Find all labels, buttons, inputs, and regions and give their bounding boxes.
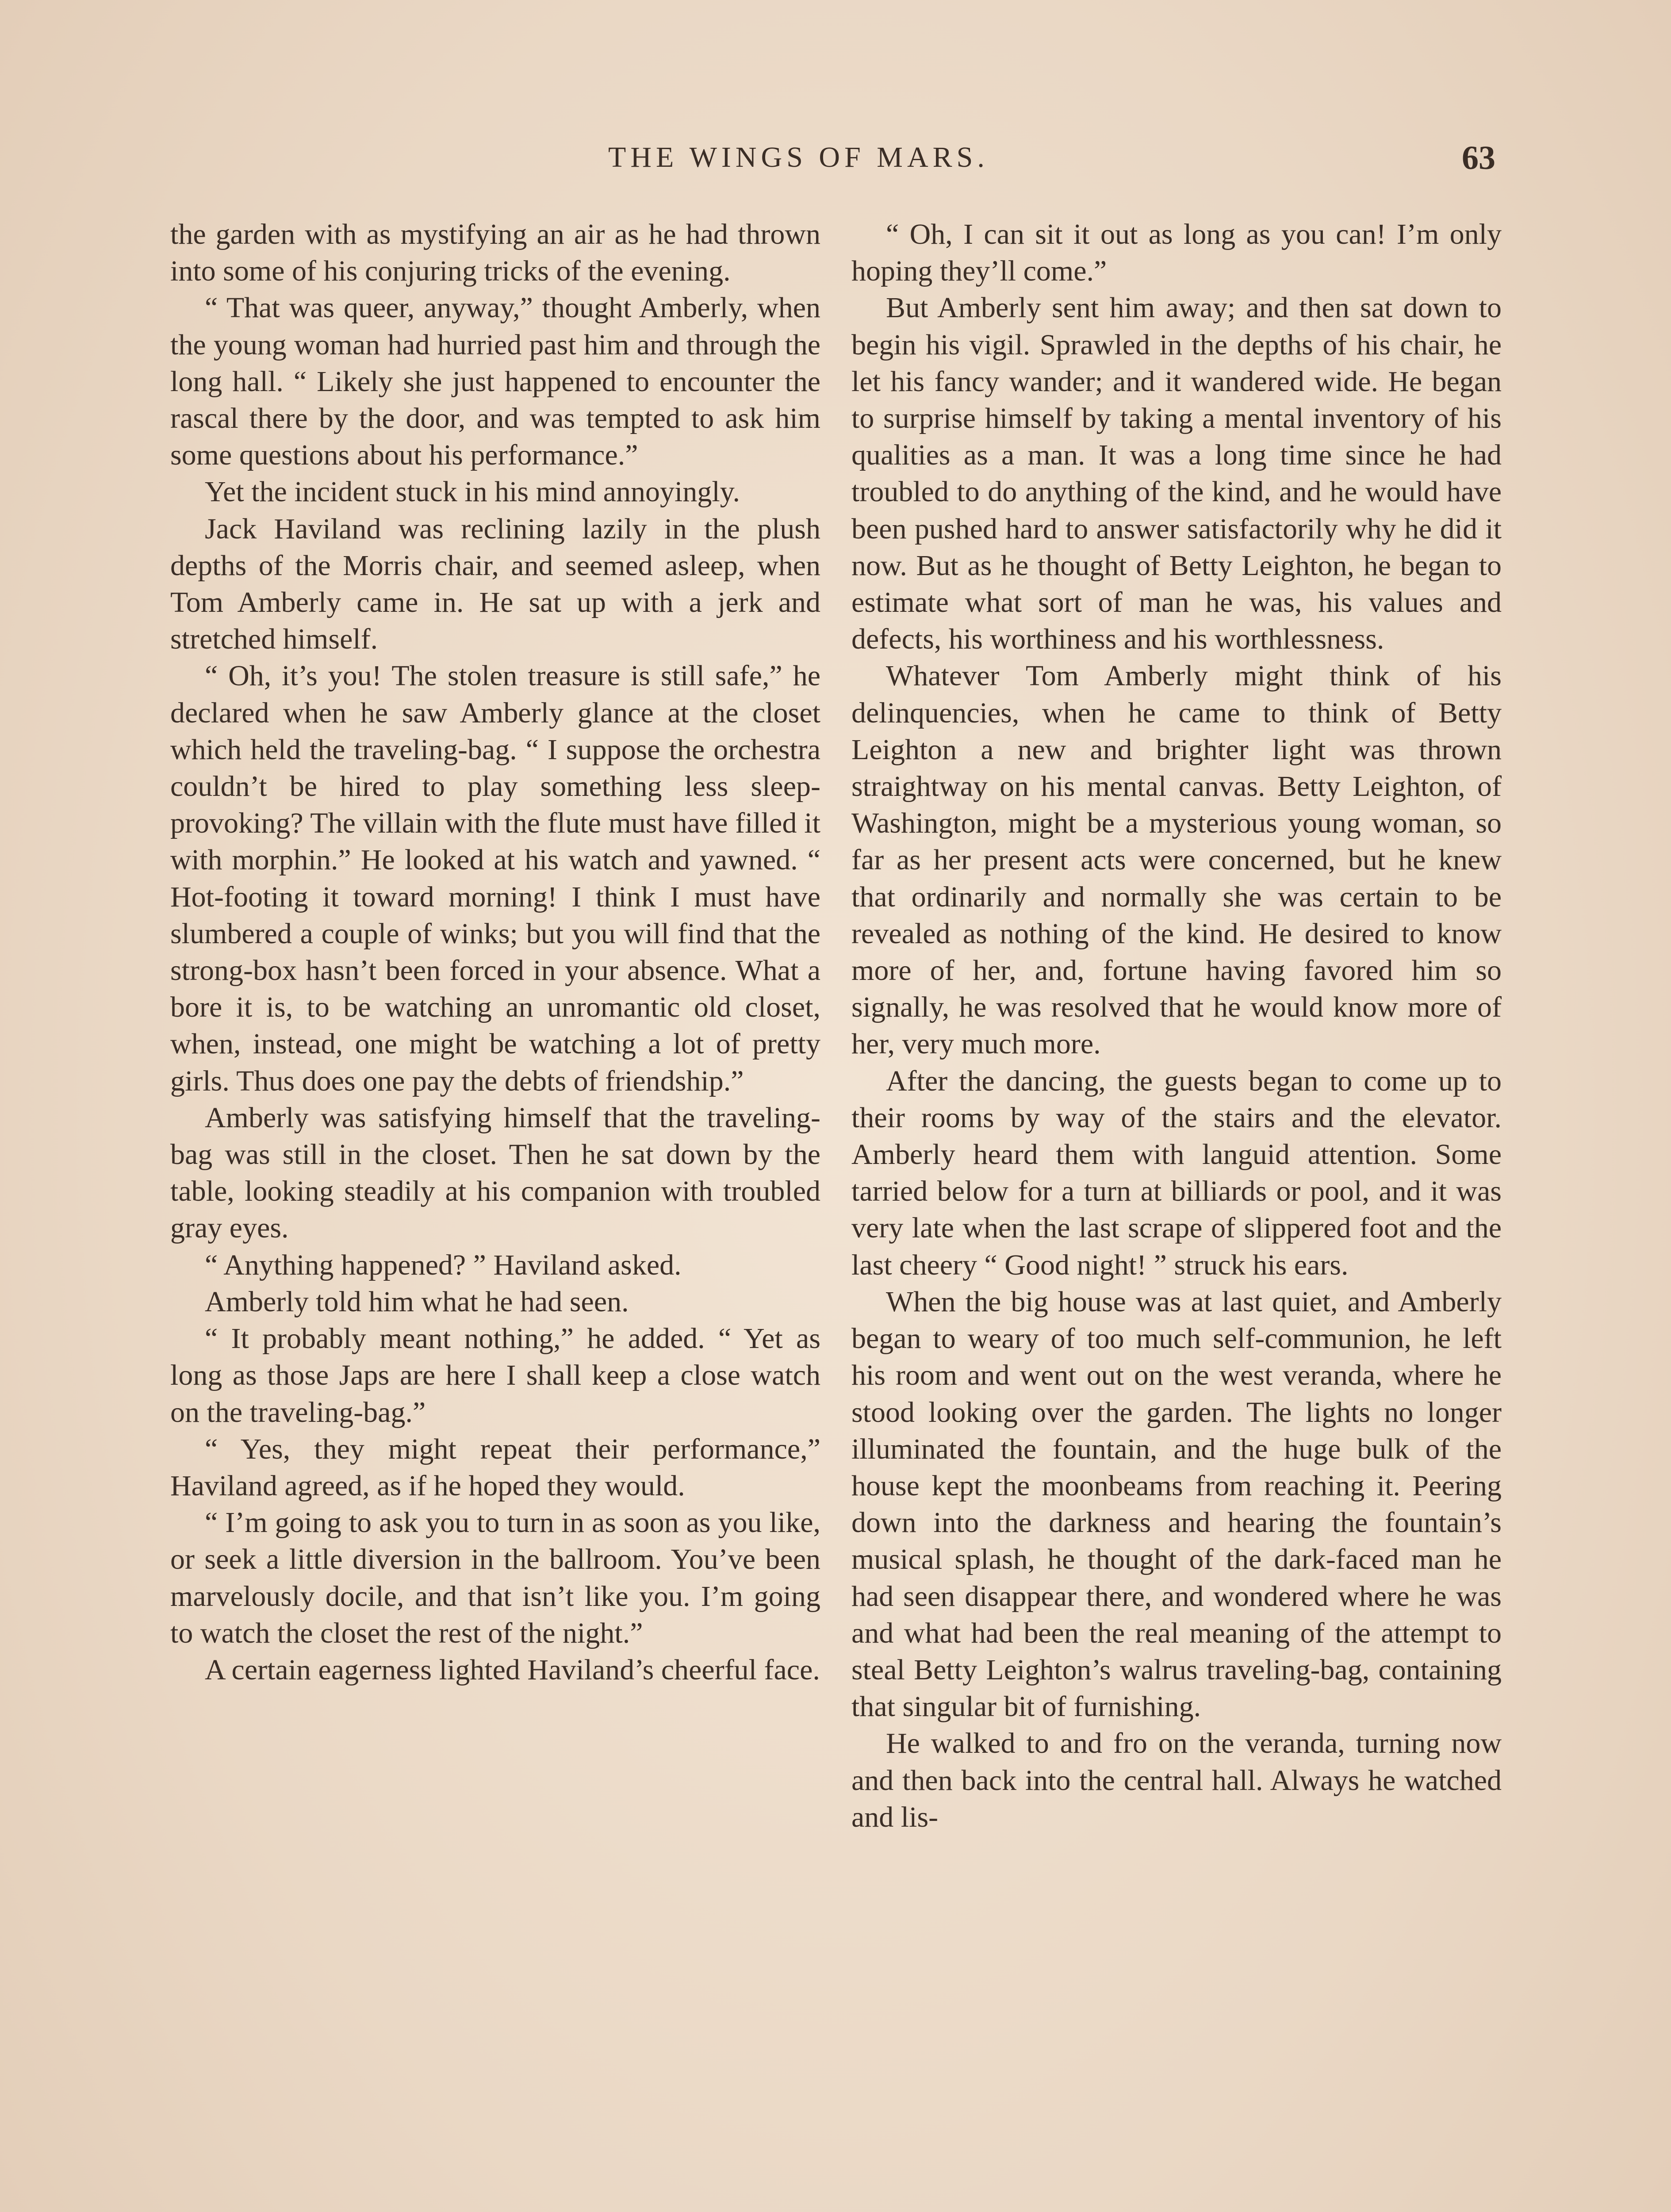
paragraph: the garden with as mystifying an air as he had thrown into some of his conjuring tricks of the evening. [170,218,820,288]
paragraph: Whatever Tom Amberly might think of his delinquencies, when he came to think of Betty Leighton a new and brighter light was thrown straightway on his mental canvas. Betty Leighton, of Washington, might be a mysterious young woman, so far as her present acts were concerned, but he knew that ordinarily and normally she was certain to be revealed as nothing of the kind. He desired to know more of her, and, fortune having favored him so signally, he was resolved that he would know more of her, very much more. [851,660,1502,1060]
running-title: THE WINGS OF MARS. [608,141,989,173]
paragraph: “ Oh, it’s you! The stolen treasure is still safe,” he declared when he saw Amberly glance at the closet which held the traveling-bag. “ I suppose the orchestra couldn’t be hired to play something less sleep-provoking? The villain with the flute must have filled it with morphin.” He looked at his watch and yawned. “ Hot-footing it toward morning! I think I must have slumbered a couple of winks; but you will find that the strong-box hasn’t been forced in your absence. What a bore it is, to be watching an unromantic old closet, when, instead, one might be watching a lot of pretty girls. Thus does one pay the debts of friendship.” [170,660,820,1097]
paragraph: A certain eagerness lighted Haviland’s cheerful face. [205,1653,820,1686]
paragraph: “ Oh, I can sit it out as long as you can! I’m only hoping they’ll come.” [851,218,1502,288]
paragraph: Yet the incident stuck in his mind annoyingly. [205,476,740,508]
paragraph: “ Yes, they might repeat their performance,” Haviland agreed, as if he hoped they would. [170,1432,820,1502]
page-number: 63 [1462,139,1495,177]
paragraph: He walked to and fro on the veranda, turning now and then back into the central hall. Always he watched and lis- [851,1727,1502,1833]
paragraph: “ I’m going to ask you to turn in as soon as you like, or seek a little diversion in the ballroom. You’ve been marvelously docile, and that isn’t like you. I’m going to watch the closet the rest of the night.” [170,1506,820,1649]
paragraph: Amberly told him what he had seen. [205,1285,629,1318]
right-column [851,216,1502,1836]
page-header [0,141,1671,189]
left-column [170,216,820,1688]
paragraph: Jack Haviland was reclining lazily in the plush depths of the Morris chair, and seemed asleep, when Tom Amberly came in. He sat up with a jerk and stretched himself. [170,512,820,656]
paragraph: When the big house was at last quiet, and Amberly began to weary of too much self-communion, he left his room and went out on the west veranda, where he stood looking over the garden. The lights no longer illuminated the fountain, and the huge bulk of the house kept the moonbeams from reaching it. Peering down into the darkness and hearing the fountain’s musical splash, he thought of the dark-faced man he had seen disappear there, and wondered where he was and what had been the real meaning of the attempt to steal Betty Leighton’s walrus traveling-bag, containing that singular bit of furnishing. [851,1285,1502,1723]
paragraph: But Amberly sent him away; and then sat down to begin his vigil. Sprawled in the depths of his chair, he let his fancy wander; and it wandered wide. He began to surprise himself by taking a mental inventory of his qualities as a man. It was a long time since he had troubled to do anything of the kind, and he would have been pushed hard to answer satisfactorily why he did it now. But as he thought of Betty Leighton, he began to estimate what sort of man he was, his values and defects, his worthiness and his worthlessness. [851,292,1502,656]
paragraph: Amberly was satisfying himself that the traveling-bag was still in the closet. Then he sat down by the table, looking steadily at his companion with troubled gray eyes. [170,1101,820,1244]
paragraph: “ That was queer, anyway,” thought Amberly, when the young woman had hurried past him and through the long hall. “ Likely she just happened to encounter the rascal there by the door, and was tempted to ask him some questions about his performance.” [170,292,820,472]
paragraph: “ It probably meant nothing,” he added. “ Yet as long as those Japs are here I shall keep a close watch on the traveling-bag.” [170,1322,820,1429]
paragraph: After the dancing, the guests began to come up to their rooms by way of the stairs and the elevator. Amberly heard them with languid attention. Some tarried below for a turn at billiards or pool, and it was very late when the last scrape of slippered foot and the last cheery “ Good night! ” struck his ears. [851,1064,1502,1281]
paragraph: “ Anything happened? ” Haviland asked. [205,1248,682,1281]
